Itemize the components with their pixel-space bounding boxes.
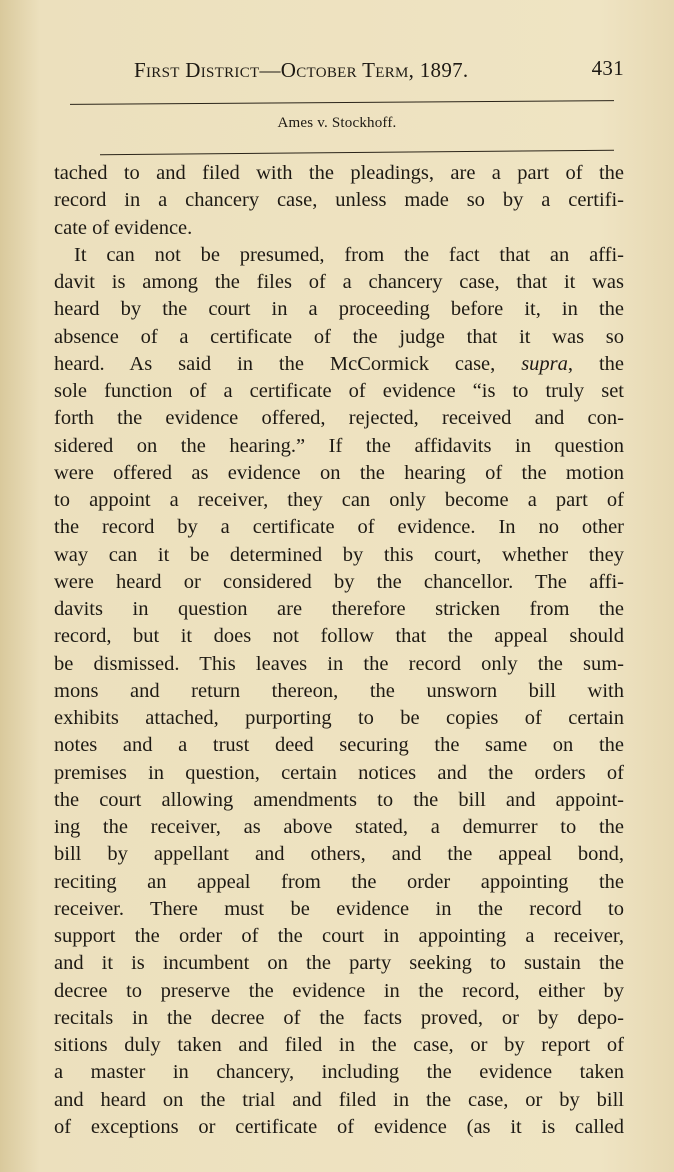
text-line: heard. As said in the McCormick case, supra, the <box>54 352 625 375</box>
text-line: and heard on the trial and filed in the case, or by bill <box>54 1088 624 1111</box>
text-line: davit is among the files of a chancery case, that it was <box>54 271 624 293</box>
text-line: bill by appellant and others, and the appeal bond, <box>54 843 624 866</box>
text-line: exhibits attached, purporting to be copies of certain <box>54 707 624 729</box>
text-line: cate of evidence. <box>54 216 193 239</box>
text-line: record, but it does not follow that the appeal should <box>54 625 624 648</box>
text-line: be dismissed. This leaves in the record only the sum- <box>54 652 624 675</box>
page-number: 431 <box>591 56 624 80</box>
text-line: the court allowing amendments to the bill and appoint- <box>54 788 624 811</box>
text-line: of exceptions or certificate of evidence (as it is called <box>54 1115 624 1138</box>
text-line: sitions duly taken and filed in the case, or by report of <box>54 1034 624 1056</box>
text-line: receiver. There must be evidence in the record to <box>54 897 624 920</box>
text-line: davits in question are therefore stricken from the <box>54 598 624 620</box>
text-line: tached to and filed with the pleadings, are a part of the <box>54 162 624 184</box>
text-line: sole function of a certificate of evidence “is to truly set <box>54 380 624 402</box>
body-text <box>54 160 624 1141</box>
running-title: First District—October Term, 1897. <box>134 58 469 82</box>
text-line: and it is incumbent on the party seeking to sustain the <box>54 952 624 975</box>
text-line: were heard or considered by the chancellor. The affi- <box>54 570 624 593</box>
running-head <box>134 58 624 83</box>
text-line: notes and a trust deed securing the same on the <box>54 734 624 757</box>
case-title: Ames v. Stockhoff. <box>277 115 397 131</box>
text-line: premises in question, certain notices and the orders of <box>54 761 624 784</box>
text-line: ing the receiver, as above stated, a demurrer to the <box>54 816 624 838</box>
text-line: to appoint a receiver, they can only become a part of <box>54 489 624 511</box>
text-line: support the order of the court in appointing a receiver, <box>54 925 624 947</box>
header-rule-bottom <box>100 150 614 155</box>
text-line: recitals in the decree of the facts proved, or by depo- <box>54 1006 624 1029</box>
text-line: the record by a certificate of evidence. In no other <box>54 516 624 539</box>
text-line: were offered as evidence on the hearing of the motion <box>54 461 624 484</box>
text-line: a master in chancery, including the evidence taken <box>54 1061 624 1084</box>
text-line: absence of a certificate of the judge that it was so <box>54 325 624 348</box>
text-line: decree to preserve the evidence in the record, either by <box>54 979 624 1002</box>
text-line: way can it be determined by this court, whether they <box>54 543 624 566</box>
text-line: heard by the court in a proceeding before it, in the <box>54 298 624 321</box>
text-line: mons and return thereon, the unsworn bill with <box>54 679 624 702</box>
text-line: reciting an appeal from the order appointing the <box>54 870 624 893</box>
text-line: sidered on the hearing.” If the affidavits in question <box>54 434 624 457</box>
text-line: record in a chancery case, unless made so by a certifi- <box>54 189 624 212</box>
header-rule-top <box>70 100 614 105</box>
text-line: It can not be presumed, from the fact that an affi- <box>74 243 624 266</box>
text-line: forth the evidence offered, rejected, received and con- <box>54 407 624 430</box>
